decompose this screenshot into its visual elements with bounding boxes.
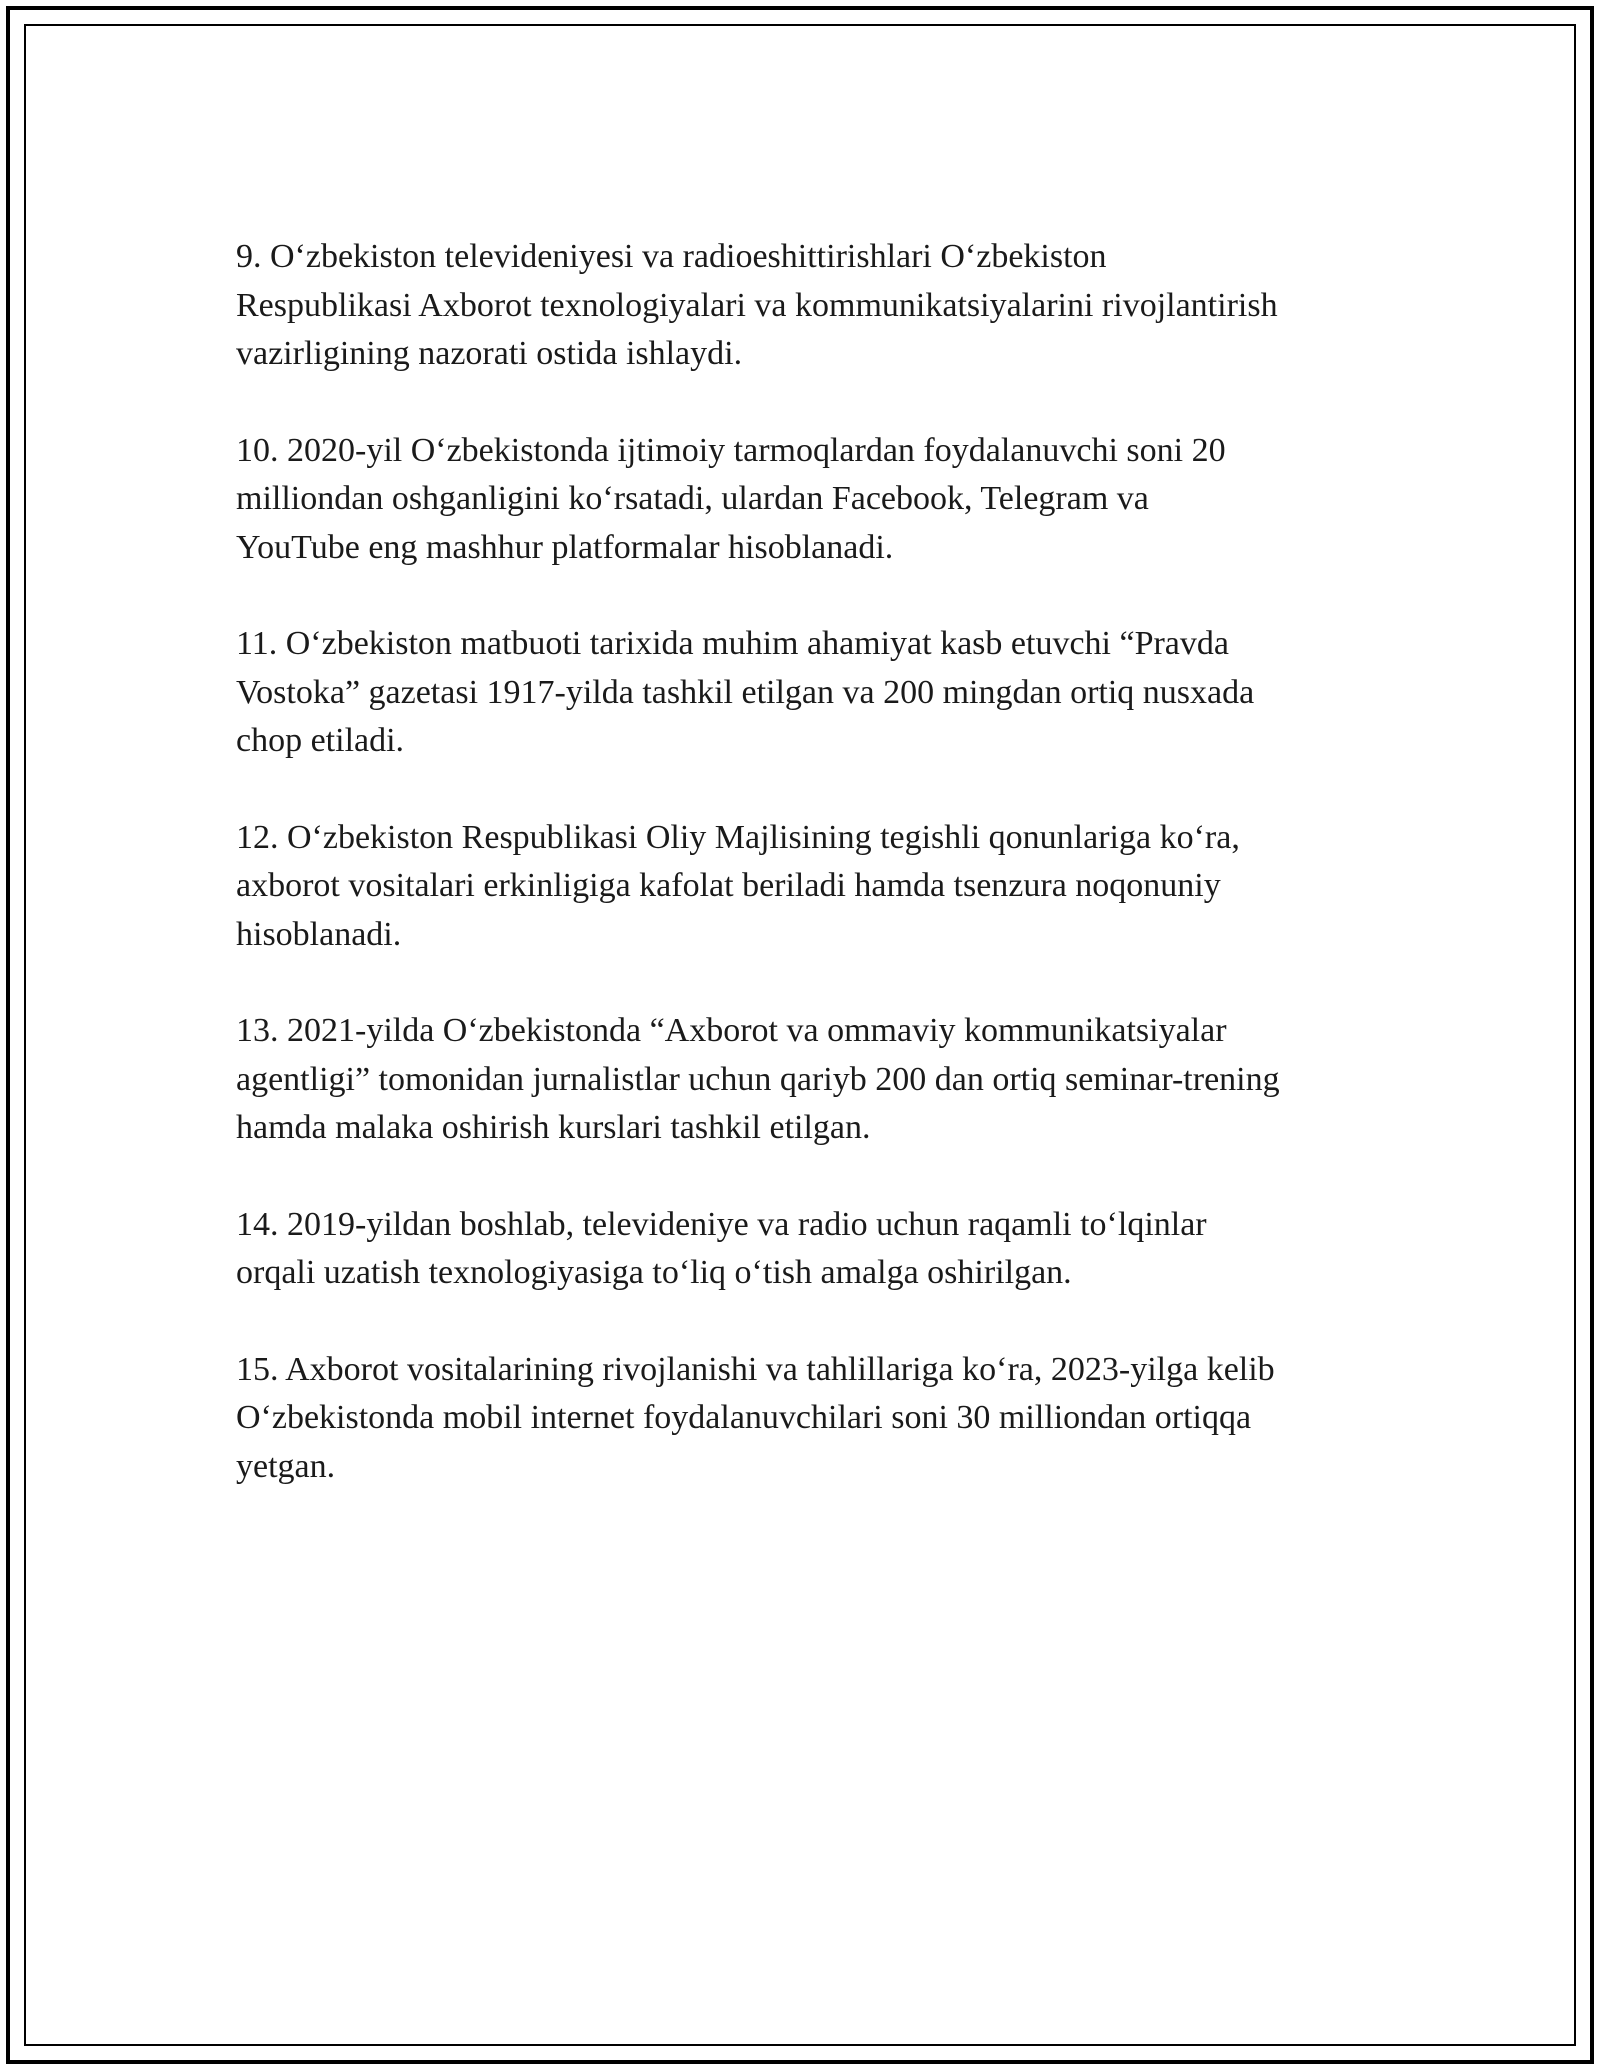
item-9-line-2: Respublikasi Axborot texnologiyalari va kommunikatsiyalarini rivojlantirish [236,286,1278,324]
list-item-11 [236,620,1406,766]
item-9-line-3: vazirligining nazorati ostida ishlaydi. [236,335,743,372]
item-15-line-2: O‘zbekistonda mobil internet foydalanuvchilari soni 30 milliondan ortiqqa [236,1399,1252,1436]
item-10-line-1: 10. 2020-yil O‘zbekistonda ijtimoiy tarmoqlardan foydalanuvchi soni 20 [236,431,1226,469]
item-12-line-1: 12. O‘zbekiston Respublikasi Oliy Majlisining tegishli qonunlariga ko‘ra, [236,818,1240,856]
item-10-line-2: milliondan oshganligini ko‘rsatadi, ulardan Facebook, Telegram va [236,480,1149,517]
item-13-line-2: agentligi” tomonidan jurnalistlar uchun qariyb 200 dan ortiq seminar-trening [236,1060,1280,1098]
document-body [236,233,1406,1539]
item-13-line-3: hamda malaka oshirish kurslari tashkil etilgan. [236,1109,871,1146]
item-15-line-1: 15. Axborot vositalarining rivojlanishi va tahlillariga ko‘ra, 2023-yilga kelib [236,1350,1275,1388]
item-13-line-1: 13. 2021-yilda O‘zbekistonda “Axborot va ommaviy kommunikatsiyalar [236,1012,1227,1049]
item-11-line-3: chop etiladi. [236,722,405,759]
item-12-line-2: axborot vositalari erkinligiga kafolat beriladi hamda tsenzura noqonuniy [236,867,1221,904]
item-12-line-3: hisoblanadi. [236,915,402,953]
list-item-14 [236,1201,1406,1298]
list-item-12 [236,814,1406,960]
item-11-line-1: 11. O‘zbekiston matbuoti tarixida muhim ahamiyat kasb etuvchi “Pravda [236,625,1229,662]
item-10-line-3: YouTube eng mashhur platformalar hisoblanadi. [236,528,894,566]
list-item-13 [236,1007,1406,1153]
list-item-9 [236,233,1406,379]
list-item-15 [236,1346,1406,1492]
item-14-line-1: 14. 2019-yildan boshlab, televideniye va radio uchun raqamli to‘lqinlar [236,1205,1207,1243]
list-item-10 [236,427,1406,573]
item-14-line-2: orqali uzatish texnologiyasiga to‘liq o‘tish amalga oshirilgan. [236,1254,1072,1291]
item-11-line-2: Vostoka” gazetasi 1917-yilda tashkil etilgan va 200 mingdan ortiq nusxada [236,673,1255,711]
item-15-line-3: yetgan. [236,1447,336,1485]
item-9-line-1: 9. O‘zbekiston televideniyesi va radioeshittirishlari O‘zbekiston [236,238,1107,275]
